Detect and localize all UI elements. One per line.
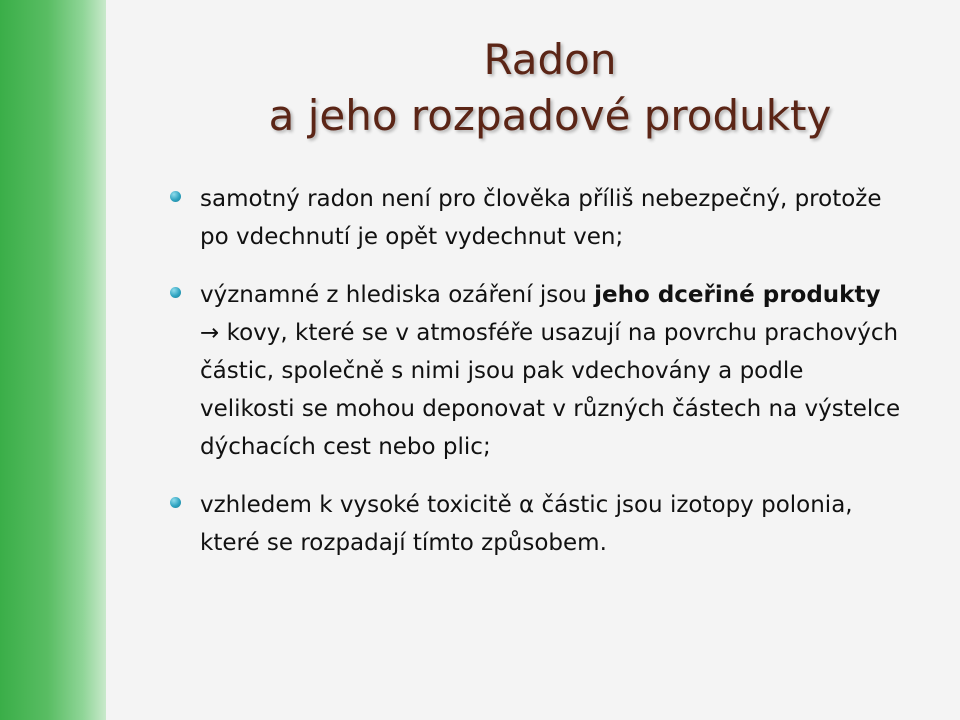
bullet-item-1: [170, 180, 905, 256]
slide-title-line-1: Radon: [483, 35, 617, 84]
bullet-2-suffix: → kovy, které se v atmosféře usazují na povrchu prachových částic, společně s nimi jsou pak vdechovány a podle velikosti se mohou deponovat v různých částech na výstelce dýchacích cest nebo plic;: [200, 320, 901, 460]
bullet-item-3: [170, 486, 905, 562]
alpha-symbol: α: [519, 492, 535, 518]
bullet-3-prefix: vzhledem k vysoké toxicitě: [200, 492, 520, 518]
bullet-dot-icon: [170, 287, 181, 298]
decorative-side-band: [0, 0, 106, 720]
slide-title: [170, 32, 930, 144]
bullet-3-suffix: částic jsou izotopy polonia, které se rozpadají tímto způsobem.: [200, 492, 853, 556]
bullet-2-bold-term: jeho dceřiné produkty: [594, 282, 881, 308]
bullet-1-text: samotný radon není pro člověka příliš nebezpečný, protože po vdechnutí je opět vydechnut ven;: [200, 186, 882, 250]
bullet-dot-icon: [170, 497, 181, 508]
bullet-list: [170, 180, 905, 582]
slide-title-line-2: a jeho rozpadové produkty: [268, 91, 832, 140]
bullet-2-prefix: významné z hlediska ozáření jsou: [200, 282, 595, 308]
bullet-item-2: [170, 276, 905, 466]
bullet-dot-icon: [170, 191, 181, 202]
